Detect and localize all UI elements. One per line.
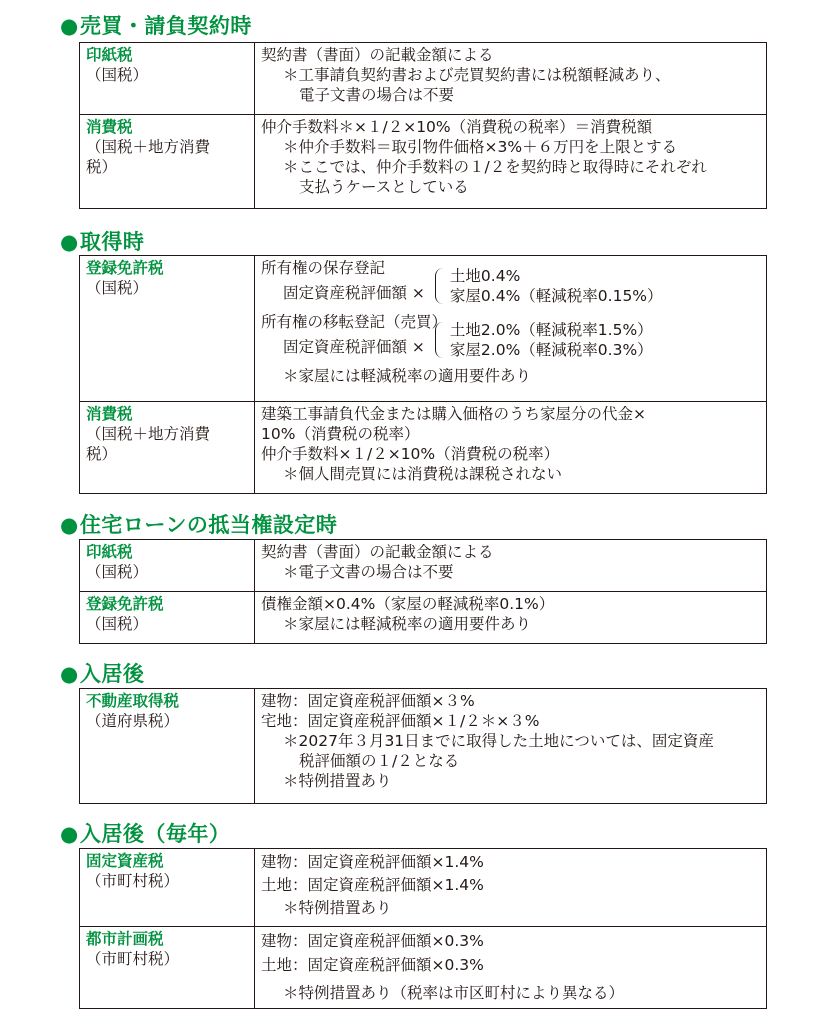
tax-name: 登録免許税	[86, 595, 164, 613]
bullet-icon: ●	[60, 822, 79, 846]
detail-line: 建物：固定資産税評価額×３%	[261, 692, 475, 710]
detail-line: 建物：固定資産税評価額×0.3%	[261, 932, 484, 950]
rate-option: 家屋2.0%（軽減税率0.3%）	[449, 341, 653, 359]
tax-detail-cell	[255, 256, 767, 402]
table-row	[80, 402, 767, 494]
detail-note: ＊個人間売買には消費税は課税されない	[283, 465, 563, 483]
tax-detail-cell	[255, 689, 767, 804]
tax-category: （国税＋地方消費	[86, 425, 211, 443]
tax-detail-cell	[255, 849, 767, 927]
tax-name-cell	[80, 849, 255, 927]
detail-line: 契約書（書面）の記載金額による	[261, 46, 494, 64]
section-heading-mortgage: ●住宅ローンの抵当権設定時	[60, 513, 338, 537]
detail-line: 仲介手数料×１/２×10%（消費税の税率）	[261, 445, 560, 463]
detail-line: 仲介手数料＊×１/２×10%（消費税の税率）＝消費税額	[261, 118, 653, 136]
table-row	[80, 540, 767, 592]
brace-icon	[435, 268, 444, 304]
detail-line: 契約書（書面）の記載金額による	[261, 543, 494, 561]
tax-category: （国税）	[86, 563, 149, 581]
rate-options	[450, 266, 663, 306]
detail-note: ＊特例措置あり（税率は市区町村により異なる）	[283, 984, 625, 1002]
tax-category: （国税）	[86, 279, 149, 297]
tax-category: （市町村税）	[86, 950, 180, 968]
bullet-icon: ●	[60, 14, 79, 38]
formula-base: 固定資産税評価額 ×	[283, 338, 425, 356]
tax-detail-cell	[255, 43, 767, 115]
tax-detail-cell	[255, 115, 767, 209]
section-heading-after-moving-in: ●入居後	[60, 662, 145, 686]
tax-name: 印紙税	[86, 46, 133, 64]
rate-option: 家屋0.4%（軽減税率0.15%）	[449, 287, 663, 305]
table-row	[80, 927, 767, 1009]
section-heading-acquisition: ●取得時	[60, 230, 145, 254]
tax-table-contract	[79, 42, 767, 209]
tax-name-cell	[80, 43, 255, 115]
tax-table-annual	[79, 848, 767, 1009]
table-row	[80, 115, 767, 209]
tax-category: （市町村税）	[86, 872, 180, 890]
formula-base: 固定資産税評価額 ×	[283, 284, 425, 302]
detail-line: 宅地：固定資産税評価額×１/２＊×３%	[261, 712, 540, 730]
tax-category: 税）	[86, 445, 118, 463]
detail-line: 債権金額×0.4%（家屋の軽減税率0.1%）	[261, 595, 555, 613]
registration-type: 所有権の移転登記（売買）	[261, 313, 448, 331]
table-row	[80, 849, 767, 927]
registration-type: 所有権の保存登記	[261, 259, 386, 277]
tax-category: （国税＋地方消費	[86, 138, 211, 156]
tax-category: 税）	[86, 158, 118, 176]
tax-name: 登録免許税	[86, 259, 164, 277]
detail-note: 税評価額の１/２となる	[299, 752, 460, 770]
bullet-icon: ●	[60, 513, 79, 537]
detail-note: ＊特例措置あり	[283, 899, 392, 917]
detail-line: 建物：固定資産税評価額×1.4%	[261, 853, 484, 871]
tax-name-cell	[80, 115, 255, 209]
tax-name: 消費税	[86, 118, 133, 136]
tax-table-acquisition	[79, 255, 767, 494]
section-heading-annual: ●入居後（毎年）	[60, 822, 231, 846]
tax-name-cell	[80, 689, 255, 804]
detail-note: ＊工事請負契約書および売買契約書には税額軽減あり、	[283, 66, 671, 84]
formula	[261, 266, 760, 306]
tax-table-after-moving-in	[79, 688, 767, 804]
detail-note: ＊ここでは、仲介手数料の１/２を契約時と取得時にそれぞれ	[283, 158, 707, 176]
tax-category: （道府県税）	[86, 712, 180, 730]
tax-name: 消費税	[86, 405, 133, 423]
detail-note: ＊2027年３月31日までに取得した土地については、固定資産	[283, 732, 714, 750]
table-row	[80, 689, 767, 804]
rate-options	[450, 320, 653, 360]
tax-name-cell	[80, 256, 255, 402]
detail-note: ＊家屋には軽減税率の適用要件あり	[283, 367, 532, 385]
tax-table-mortgage	[79, 539, 767, 644]
tax-name-cell	[80, 540, 255, 592]
detail-line: 10%（消費税の税率）	[261, 425, 420, 443]
tax-name-cell	[80, 402, 255, 494]
table-row	[80, 592, 767, 644]
tax-detail-cell	[255, 402, 767, 494]
tax-name: 不動産取得税	[86, 692, 180, 710]
tax-name: 固定資産税	[86, 852, 164, 870]
detail-note: ＊特例措置あり	[283, 772, 392, 790]
detail-line: 土地：固定資産税評価額×0.3%	[261, 956, 484, 974]
tax-detail-cell	[255, 927, 767, 1009]
table-row	[80, 256, 767, 402]
detail-line: 土地：固定資産税評価額×1.4%	[261, 876, 484, 894]
detail-line: 建築工事請負代金または購入価格のうち家屋分の代金×	[261, 405, 646, 423]
rate-option: 土地2.0%（軽減税率1.5%）	[449, 321, 653, 339]
bullet-icon: ●	[60, 230, 79, 254]
tax-category: （国税）	[86, 615, 149, 633]
tax-name: 印紙税	[86, 543, 133, 561]
detail-note: 支払うケースとしている	[299, 178, 469, 196]
rate-option: 土地0.4%	[449, 267, 521, 285]
detail-note: ＊仲介手数料＝取引物件価格×3%＋６万円を上限とする	[283, 138, 678, 156]
bullet-icon: ●	[60, 662, 79, 686]
tax-name: 都市計画税	[86, 930, 164, 948]
section-heading-contract: ●売買・請負契約時	[60, 14, 252, 38]
tax-category: （国税）	[86, 66, 149, 84]
table-row	[80, 43, 767, 115]
formula	[261, 320, 760, 360]
tax-detail-cell	[255, 592, 767, 644]
tax-detail-cell	[255, 540, 767, 592]
tax-name-cell	[80, 927, 255, 1009]
detail-note: ＊電子文書の場合は不要	[283, 563, 454, 581]
detail-note: 電子文書の場合は不要	[299, 86, 455, 104]
detail-note: ＊家屋には軽減税率の適用要件あり	[283, 615, 532, 633]
brace-icon	[435, 322, 444, 358]
tax-name-cell	[80, 592, 255, 644]
